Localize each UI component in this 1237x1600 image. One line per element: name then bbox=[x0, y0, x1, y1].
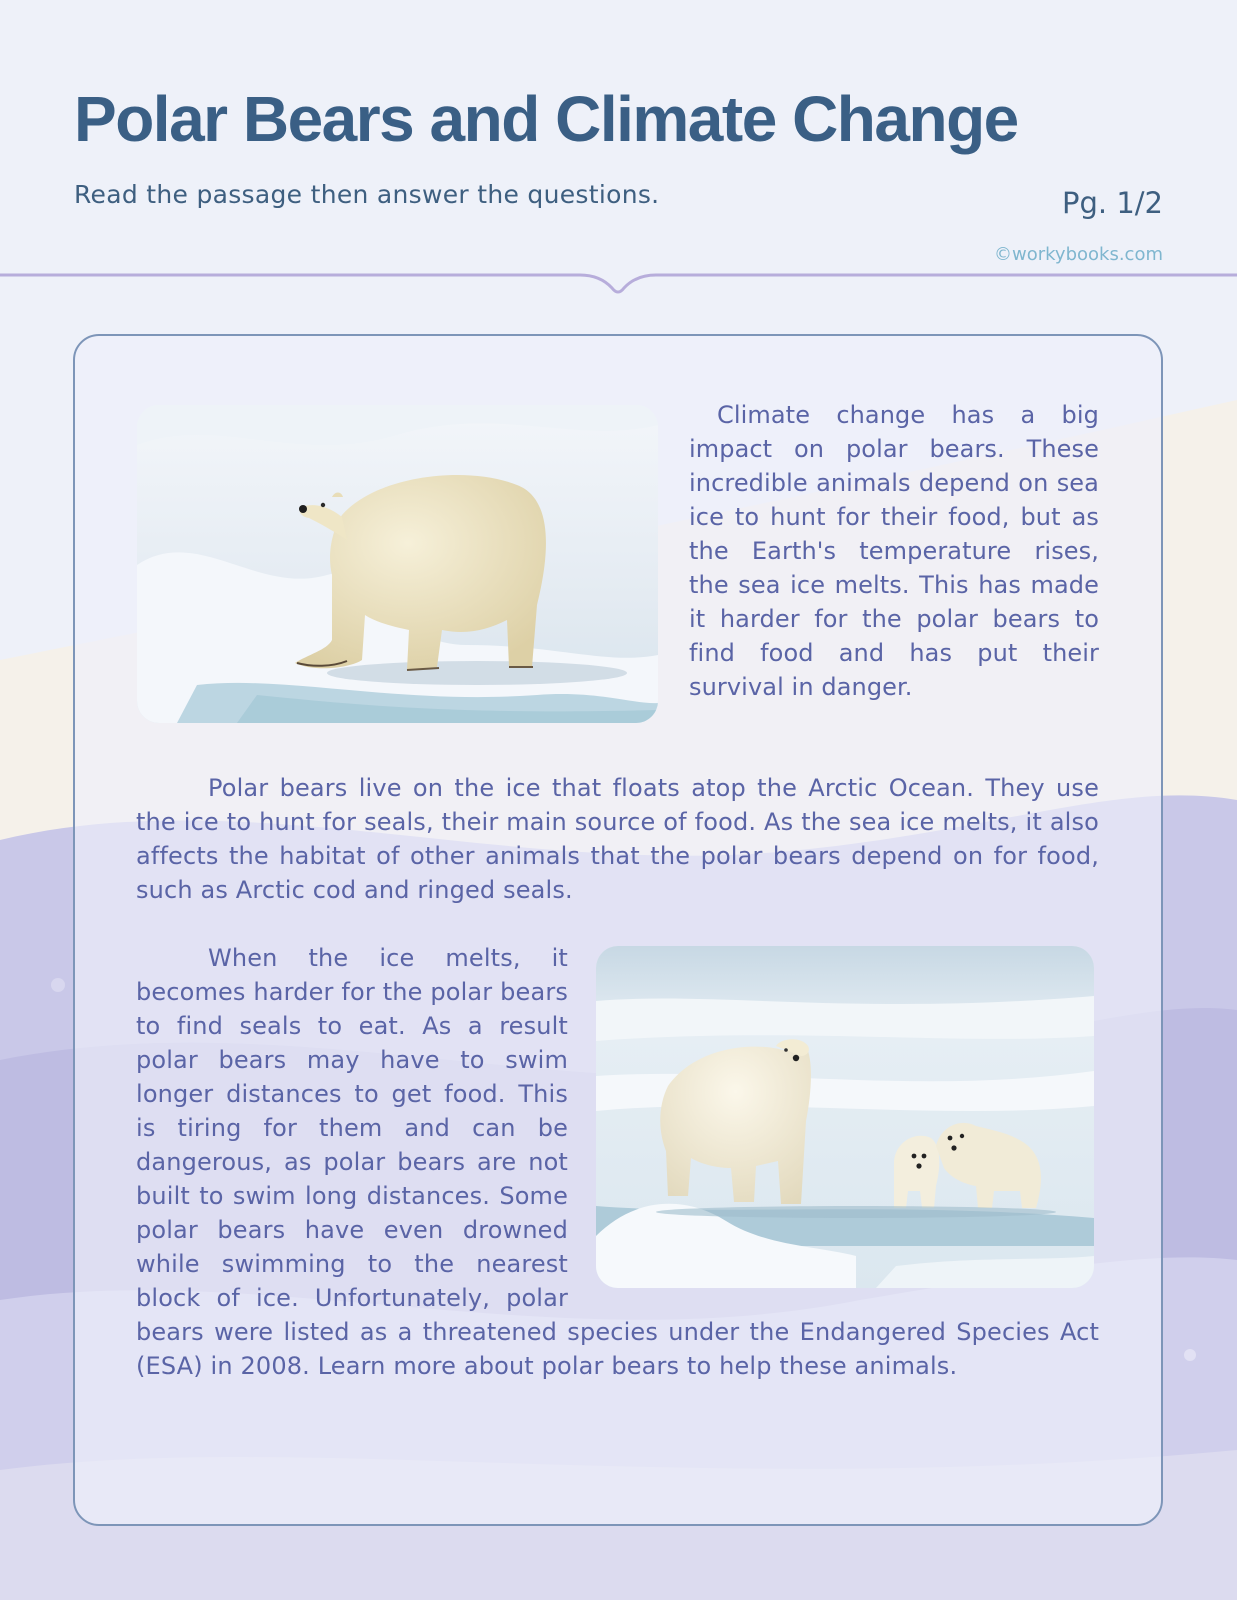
passage-paragraph-3 bbox=[136, 941, 1099, 1383]
passage-paragraph-3-text: When the ice melts, it becomes harder for the polar bears to find seals to eat. As a result polar bears may have to swim longer distances to get food. This is tiring for them and can be dangerous, as polar bears are not built to swim long distances. Some polar bears have even drowned while swimming to the nearest block of ice. Unfortunately, polar bears were listed as a threatened species under the Endangered Species Act (ESA) in 2008. Learn more about polar bears to help these animals. bbox=[136, 944, 1099, 1380]
image-wrap-spacer bbox=[568, 941, 1099, 1295]
page-title: Polar Bears and Climate Change bbox=[74, 83, 1018, 155]
copyright-link[interactable]: ©workybooks.com bbox=[994, 244, 1163, 265]
passage-paragraph-1: Climate change has a big impact on polar bears. These incredible animals depend on sea ice to hunt for their food, but as the Earth's temperature rises, the sea ice melts. This has made it harder for the polar bears to find food and has put their survival in danger. bbox=[689, 401, 1099, 701]
page-number: Pg. 1/2 bbox=[1061, 186, 1163, 220]
instructions-text: Read the passage then answer the questions. bbox=[74, 180, 660, 209]
passage-paragraph-2: Polar bears live on the ice that floats atop the Arctic Ocean. They use the ice to hunt for seals, their main source of food. As the sea ice melts, it also affects the habitat of other animals that the polar bears depend on for food, such as Arctic cod and ringed seals. bbox=[136, 774, 1099, 904]
polar-bear-on-ice-photo bbox=[137, 405, 658, 723]
header-divider bbox=[0, 268, 1237, 302]
